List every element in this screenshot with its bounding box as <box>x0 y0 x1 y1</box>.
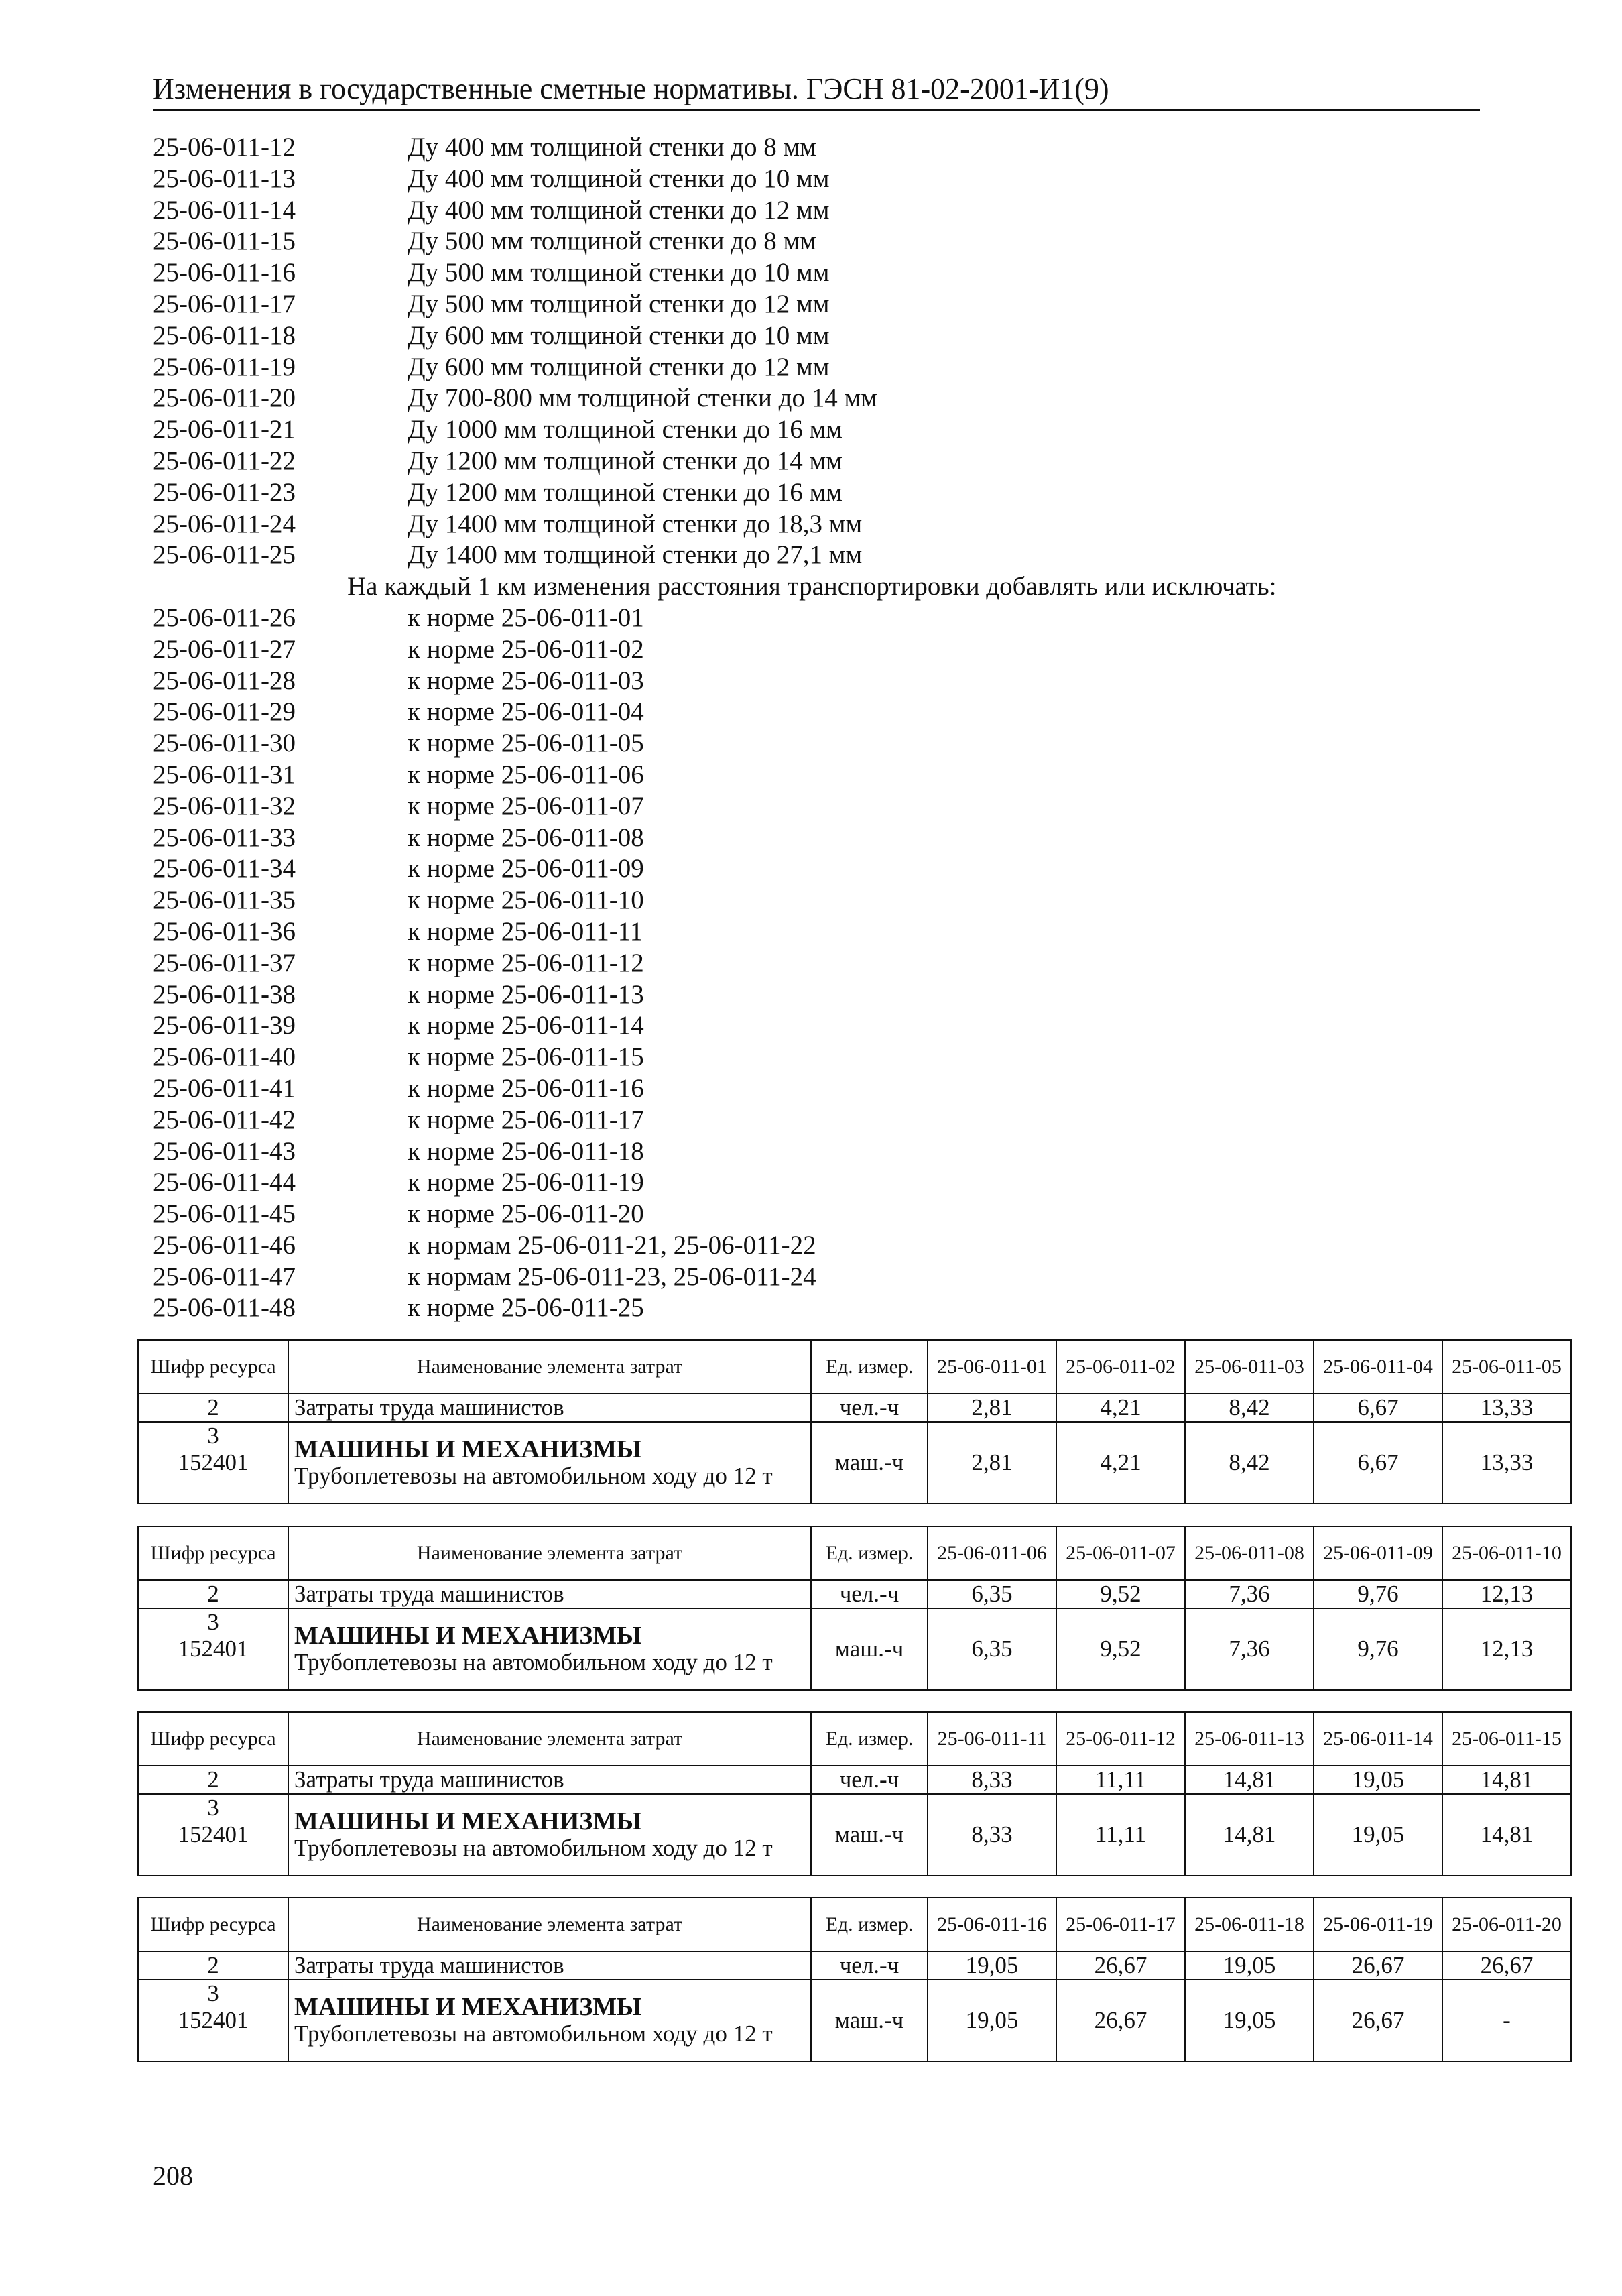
header-norm: 25-06-011-05 <box>1442 1340 1571 1394</box>
value-cell: 8,42 <box>1185 1422 1314 1504</box>
row-unit: чел.-ч <box>811 1766 928 1794</box>
norm-code: 25-06-011-28 <box>153 666 296 695</box>
list-item <box>153 853 1488 885</box>
value-cell: 11,11 <box>1056 1766 1185 1794</box>
value-cell: 26,67 <box>1056 1951 1185 1980</box>
list-item <box>153 979 1488 1011</box>
resource-table-4 <box>137 1897 1572 2062</box>
value-cell: 11,11 <box>1056 1794 1185 1876</box>
norm-description: Ду 1200 мм толщиной стенки до 16 мм <box>408 477 843 507</box>
norm-description: Ду 700-800 мм толщиной стенки до 14 мм <box>408 383 877 413</box>
norm-code: 25-06-011-46 <box>153 1230 296 1260</box>
list-item <box>153 948 1488 979</box>
norm-code: 25-06-011-18 <box>153 320 296 350</box>
list-item <box>153 916 1488 948</box>
header-code: Шифр ресурса <box>138 1712 288 1766</box>
value-cell: 2,81 <box>928 1422 1056 1504</box>
norm-description: к норме 25-06-011-03 <box>408 666 644 695</box>
norm-description: Ду 1400 мм толщиной стенки до 27,1 мм <box>408 540 863 570</box>
list-item <box>153 1073 1488 1105</box>
header-norm: 25-06-011-10 <box>1442 1526 1571 1580</box>
norm-code: 25-06-011-15 <box>153 227 296 256</box>
list-item <box>153 760 1488 791</box>
norm-code: 25-06-011-44 <box>153 1168 296 1197</box>
norm-description: к нормам 25-06-011-21, 25-06-011-22 <box>408 1230 816 1260</box>
list-item <box>153 414 1488 446</box>
list-item <box>153 1105 1488 1136</box>
header-norm: 25-06-011-19 <box>1314 1898 1442 1951</box>
list-item <box>153 1262 1488 1293</box>
header-norm: 25-06-011-07 <box>1056 1526 1185 1580</box>
norm-description: Ду 1000 мм толщиной стенки до 16 мм <box>408 415 843 444</box>
list-item <box>153 728 1488 760</box>
header-norm: 25-06-011-12 <box>1056 1712 1185 1766</box>
norm-description: к норме 25-06-011-10 <box>408 886 644 915</box>
norm-description: к норме 25-06-011-13 <box>408 979 644 1009</box>
table-row <box>138 1422 1571 1504</box>
norm-code: 25-06-011-43 <box>153 1136 296 1166</box>
norm-code: 25-06-011-39 <box>153 1011 296 1040</box>
norm-description: к норме 25-06-011-15 <box>408 1042 644 1072</box>
norm-description: Ду 600 мм толщиной стенки до 12 мм <box>408 352 830 381</box>
list-item <box>153 320 1488 352</box>
header-unit: Ед. измер. <box>811 1340 928 1394</box>
norm-code: 25-06-011-29 <box>153 697 296 727</box>
table-row <box>138 1608 1571 1690</box>
list-item <box>153 1292 1488 1324</box>
value-cell: 14,81 <box>1185 1794 1314 1876</box>
value-cell: 19,05 <box>1185 1951 1314 1980</box>
resource-table-3 <box>137 1711 1572 1876</box>
norm-description: к норме 25-06-011-09 <box>408 854 644 884</box>
norm-description: Ду 400 мм толщиной стенки до 8 мм <box>408 133 816 162</box>
table-row <box>138 1794 1571 1876</box>
header-name: Наименование элемента затрат <box>288 1898 811 1951</box>
value-cell: - <box>1442 1980 1571 2061</box>
row-name: Затраты труда машинистов <box>288 1394 811 1422</box>
norm-code: 25-06-011-36 <box>153 916 296 946</box>
norm-code: 25-06-011-19 <box>153 352 296 381</box>
norm-code: 25-06-011-34 <box>153 854 296 884</box>
value-cell: 4,21 <box>1056 1394 1185 1422</box>
page-number: 208 <box>153 2161 193 2191</box>
header-name: Наименование элемента затрат <box>288 1526 811 1580</box>
value-cell: 9,52 <box>1056 1580 1185 1608</box>
norm-code: 25-06-011-13 <box>153 164 296 193</box>
value-cell: 13,33 <box>1442 1422 1571 1504</box>
value-cell: 19,05 <box>1314 1766 1442 1794</box>
list-item <box>153 257 1488 289</box>
norm-code: 25-06-011-31 <box>153 760 296 789</box>
list-item <box>153 603 1488 634</box>
row-unit: маш.-ч <box>811 1980 928 2061</box>
distance-note <box>153 571 1488 603</box>
list-item <box>153 509 1488 540</box>
norm-code: 25-06-011-45 <box>153 1199 296 1229</box>
row-code: 2 <box>138 1394 288 1422</box>
row-unit: чел.-ч <box>811 1951 928 1980</box>
value-cell: 9,52 <box>1056 1608 1185 1690</box>
value-cell: 26,67 <box>1442 1951 1571 1980</box>
norm-code: 25-06-011-24 <box>153 509 296 538</box>
header-unit: Ед. измер. <box>811 1526 928 1580</box>
header-norm: 25-06-011-13 <box>1185 1712 1314 1766</box>
header-norm: 25-06-011-17 <box>1056 1898 1185 1951</box>
value-cell: 26,67 <box>1056 1980 1185 2061</box>
norm-code: 25-06-011-25 <box>153 540 296 570</box>
value-cell: 14,81 <box>1442 1794 1571 1876</box>
norm-description: к норме 25-06-011-02 <box>408 634 644 664</box>
norm-code: 25-06-011-27 <box>153 634 296 664</box>
header-unit: Ед. измер. <box>811 1898 928 1951</box>
value-cell: 13,33 <box>1442 1394 1571 1422</box>
header-norm: 25-06-011-03 <box>1185 1340 1314 1394</box>
note-text: На каждый 1 км изменения расстояния транспортировки добавлять или исключать: <box>347 572 1277 601</box>
norm-description: к норме 25-06-011-07 <box>408 791 644 821</box>
norm-description: к норме 25-06-011-19 <box>408 1168 644 1197</box>
table-row <box>138 1951 1571 1980</box>
row-name: Затраты труда машинистов <box>288 1580 811 1608</box>
value-cell: 8,33 <box>928 1766 1056 1794</box>
norm-code: 25-06-011-41 <box>153 1073 296 1103</box>
norm-code: 25-06-011-12 <box>153 133 296 162</box>
norm-description: Ду 1400 мм толщиной стенки до 18,3 мм <box>408 509 863 538</box>
norm-description: Ду 400 мм толщиной стенки до 10 мм <box>408 164 830 193</box>
value-cell: 14,81 <box>1185 1766 1314 1794</box>
value-cell: 6,35 <box>928 1608 1056 1690</box>
list-item <box>153 823 1488 854</box>
list-item <box>153 383 1488 414</box>
table-header-row <box>138 1340 1571 1394</box>
row-unit: маш.-ч <box>811 1422 928 1504</box>
norm-description: Ду 600 мм толщиной стенки до 10 мм <box>408 320 830 350</box>
row-code: 3 152401 <box>138 1608 288 1690</box>
row-code: 2 <box>138 1580 288 1608</box>
header-norm: 25-06-011-08 <box>1185 1526 1314 1580</box>
norm-description: к норме 25-06-011-12 <box>408 948 644 977</box>
norm-description: к норме 25-06-011-14 <box>408 1011 644 1040</box>
norm-code: 25-06-011-48 <box>153 1293 296 1323</box>
list-item <box>153 1042 1488 1073</box>
value-cell: 12,13 <box>1442 1580 1571 1608</box>
list-item <box>153 1167 1488 1199</box>
list-item <box>153 446 1488 477</box>
norm-code: 25-06-011-40 <box>153 1042 296 1072</box>
list-item <box>153 477 1488 509</box>
table-header-row <box>138 1712 1571 1766</box>
norm-code: 25-06-011-37 <box>153 948 296 977</box>
norm-description: к норме 25-06-011-06 <box>408 760 644 789</box>
value-cell: 6,35 <box>928 1580 1056 1608</box>
norm-code: 25-06-011-17 <box>153 289 296 318</box>
row-name: МАШИНЫ И МЕХАНИЗМЫ Трубоплетевозы на автомобильном ходу до 12 т <box>288 1794 811 1876</box>
header-norm: 25-06-011-14 <box>1314 1712 1442 1766</box>
list-item <box>153 164 1488 195</box>
header-norm: 25-06-011-02 <box>1056 1340 1185 1394</box>
header-code: Шифр ресурса <box>138 1526 288 1580</box>
row-name: Затраты труда машинистов <box>288 1766 811 1794</box>
norm-code: 25-06-011-32 <box>153 791 296 821</box>
value-cell: 7,36 <box>1185 1608 1314 1690</box>
value-cell: 9,76 <box>1314 1608 1442 1690</box>
row-name: МАШИНЫ И МЕХАНИЗМЫ Трубоплетевозы на автомобильном ходу до 12 т <box>288 1608 811 1690</box>
list-item <box>153 289 1488 320</box>
list-item <box>153 1136 1488 1168</box>
header-norm: 25-06-011-11 <box>928 1712 1056 1766</box>
value-cell: 7,36 <box>1185 1580 1314 1608</box>
list-item <box>153 226 1488 257</box>
value-cell: 4,21 <box>1056 1422 1185 1504</box>
value-cell: 26,67 <box>1314 1980 1442 2061</box>
list-item <box>153 540 1488 571</box>
table-row <box>138 1766 1571 1794</box>
header-norm: 25-06-011-16 <box>928 1898 1056 1951</box>
value-cell: 6,67 <box>1314 1394 1442 1422</box>
norm-description: Ду 400 мм толщиной стенки до 12 мм <box>408 195 830 225</box>
value-cell: 6,67 <box>1314 1422 1442 1504</box>
row-code: 2 <box>138 1766 288 1794</box>
resource-table-1 <box>137 1339 1572 1504</box>
row-name: МАШИНЫ И МЕХАНИЗМЫ Трубоплетевозы на автомобильном ходу до 12 т <box>288 1980 811 2061</box>
norm-code: 25-06-011-33 <box>153 823 296 852</box>
page-header: Изменения в государственные сметные нормативы. ГЭСН 81-02-2001-И1(9) <box>153 72 1480 111</box>
norm-code: 25-06-011-20 <box>153 383 296 413</box>
resource-table-2 <box>137 1526 1572 1691</box>
norm-code: 25-06-011-22 <box>153 446 296 475</box>
list-item <box>153 195 1488 227</box>
norm-description: к норме 25-06-011-25 <box>408 1293 644 1323</box>
norm-code: 25-06-011-23 <box>153 477 296 507</box>
list-item <box>153 634 1488 666</box>
norm-description: к норме 25-06-011-08 <box>408 823 644 852</box>
row-unit: чел.-ч <box>811 1394 928 1422</box>
norm-description: к норме 25-06-011-20 <box>408 1199 644 1229</box>
list-item <box>153 791 1488 823</box>
row-unit: маш.-ч <box>811 1608 928 1690</box>
header-code: Шифр ресурса <box>138 1898 288 1951</box>
norm-description: Ду 500 мм толщиной стенки до 12 мм <box>408 289 830 318</box>
list-item <box>153 1230 1488 1262</box>
header-norm: 25-06-011-09 <box>1314 1526 1442 1580</box>
value-cell: 2,81 <box>928 1394 1056 1422</box>
norm-code: 25-06-011-42 <box>153 1105 296 1134</box>
header-norm: 25-06-011-18 <box>1185 1898 1314 1951</box>
header-norm: 25-06-011-01 <box>928 1340 1056 1394</box>
list-item <box>153 666 1488 697</box>
header-norm: 25-06-011-20 <box>1442 1898 1571 1951</box>
row-name: Затраты труда машинистов <box>288 1951 811 1980</box>
value-cell: 8,33 <box>928 1794 1056 1876</box>
value-cell: 14,81 <box>1442 1766 1571 1794</box>
norm-description: Ду 1200 мм толщиной стенки до 14 мм <box>408 446 843 475</box>
list-item <box>153 885 1488 916</box>
norm-code: 25-06-011-21 <box>153 415 296 444</box>
header-name: Наименование элемента затрат <box>288 1712 811 1766</box>
row-code: 3 152401 <box>138 1794 288 1876</box>
norm-code: 25-06-011-16 <box>153 258 296 288</box>
norm-description: к норме 25-06-011-18 <box>408 1136 644 1166</box>
norm-code: 25-06-011-30 <box>153 729 296 758</box>
norm-description: к норме 25-06-011-16 <box>408 1073 644 1103</box>
list-item <box>153 1010 1488 1042</box>
norm-description: Ду 500 мм толщиной стенки до 10 мм <box>408 258 830 288</box>
norm-description: к норме 25-06-011-04 <box>408 697 644 727</box>
norm-code: 25-06-011-26 <box>153 603 296 632</box>
row-code: 3 152401 <box>138 1422 288 1504</box>
value-cell: 26,67 <box>1314 1951 1442 1980</box>
value-cell: 19,05 <box>1185 1980 1314 2061</box>
norm-code: 25-06-011-47 <box>153 1262 296 1291</box>
norm-description: к норме 25-06-011-17 <box>408 1105 644 1134</box>
table-header-row <box>138 1526 1571 1580</box>
header-code: Шифр ресурса <box>138 1340 288 1394</box>
value-cell: 19,05 <box>928 1951 1056 1980</box>
norm-description: к нормам 25-06-011-23, 25-06-011-24 <box>408 1262 816 1291</box>
table-header-row <box>138 1898 1571 1951</box>
norm-description: к норме 25-06-011-01 <box>408 603 644 632</box>
value-cell: 19,05 <box>1314 1794 1442 1876</box>
row-unit: чел.-ч <box>811 1580 928 1608</box>
value-cell: 12,13 <box>1442 1608 1571 1690</box>
norm-code: 25-06-011-14 <box>153 195 296 225</box>
header-norm: 25-06-011-04 <box>1314 1340 1442 1394</box>
norm-list <box>153 132 1488 1324</box>
row-code: 3 152401 <box>138 1980 288 2061</box>
table-row <box>138 1580 1571 1608</box>
header-name: Наименование элемента затрат <box>288 1340 811 1394</box>
norm-description: к норме 25-06-011-05 <box>408 729 644 758</box>
norm-code: 25-06-011-38 <box>153 979 296 1009</box>
value-cell: 9,76 <box>1314 1580 1442 1608</box>
header-norm: 25-06-011-06 <box>928 1526 1056 1580</box>
list-item <box>153 132 1488 164</box>
norm-code: 25-06-011-35 <box>153 886 296 915</box>
row-name: МАШИНЫ И МЕХАНИЗМЫ Трубоплетевозы на автомобильном ходу до 12 т <box>288 1422 811 1504</box>
value-cell: 8,42 <box>1185 1394 1314 1422</box>
list-item <box>153 697 1488 728</box>
row-unit: маш.-ч <box>811 1794 928 1876</box>
header-norm: 25-06-011-15 <box>1442 1712 1571 1766</box>
list-item <box>153 1199 1488 1230</box>
value-cell: 19,05 <box>928 1980 1056 2061</box>
norm-description: Ду 500 мм толщиной стенки до 8 мм <box>408 227 816 256</box>
table-row <box>138 1980 1571 2061</box>
norm-description: к норме 25-06-011-11 <box>408 916 643 946</box>
row-code: 2 <box>138 1951 288 1980</box>
table-row <box>138 1394 1571 1422</box>
list-item <box>153 352 1488 383</box>
header-unit: Ед. измер. <box>811 1712 928 1766</box>
